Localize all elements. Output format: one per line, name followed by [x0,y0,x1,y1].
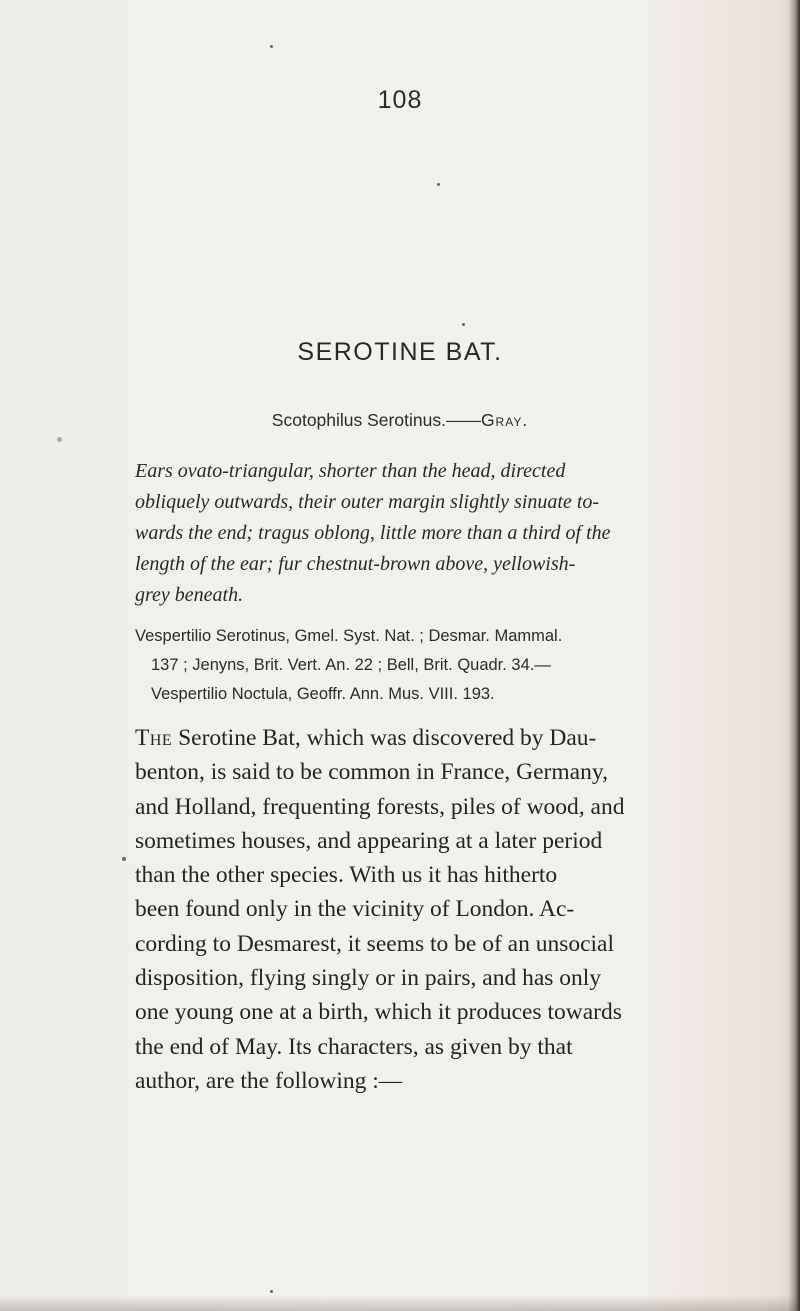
body-line: the end of May. Its characters, as given by that [135,1033,573,1060]
body-line: benton, is said to be common in France, Germany, [135,759,608,786]
body-line: one young one at a birth, which it produces towards [135,999,622,1026]
paper-speck [437,183,440,186]
reference-line: Vespertilio Serotinus, Gmel. Syst. Nat. ; Desmar. Mammal. [135,627,563,645]
diagnosis-line: grey beneath. [135,584,244,606]
diagnosis-line: Ears ovato-triangular, shorter than the head, directed [135,460,566,482]
reference-line: 137 ; Jenyns, Brit. Vert. An. 22 ; Bell, Brit. Quadr. 34.— [151,656,551,674]
body-line: cording to Desmarest, it seems to be of an unsocial [135,930,615,957]
reference-line: Vespertilio Noctula, Geoffr. Ann. Mus. VIII. 193. [151,685,495,703]
body-line: author, are the following :— [135,1067,403,1094]
body-paragraph [135,721,715,1098]
synonym-dash: —— [445,410,481,430]
synonym-name: Scotophilus Serotinus. [271,410,446,430]
body-line: than the other species. With us it has hitherto [135,862,558,889]
diagnosis-line: obliquely outwards, their outer margin slightly sinuate to- [135,491,600,513]
page-bottom-shadow [0,1295,800,1311]
body-line: and Holland, frequenting forests, piles of wood, and [135,793,625,820]
paper-speck [462,323,465,326]
references [135,622,710,709]
body-line: been found only in the vicinity of London. Ac- [135,896,575,923]
body-line: sometimes houses, and appearing at a later period [135,827,603,854]
paper-speck [270,45,273,48]
synonym-line [0,410,800,431]
diagnosis-line: wards the end; tragus oblong, little more than a third of the [135,522,611,544]
paper-speck [270,1290,273,1293]
synonym-author: Gray. [480,410,529,430]
page-edge-shadow [788,0,800,1311]
body-line [135,721,715,755]
body-first-line-rest: Serotine Bat, which was discovered by Dau- [172,725,597,751]
species-diagnosis [135,456,705,611]
body-first-word: The [135,725,173,751]
page-number: 108 [377,86,423,114]
diagnosis-line: length of the ear; fur chestnut-brown above, yellowish- [135,553,576,575]
paper-speck [57,437,62,442]
body-line: disposition, flying singly or in pairs, and has only [135,965,602,992]
paper-speck [122,857,126,861]
page-title: SEROTINE BAT. [297,338,503,366]
